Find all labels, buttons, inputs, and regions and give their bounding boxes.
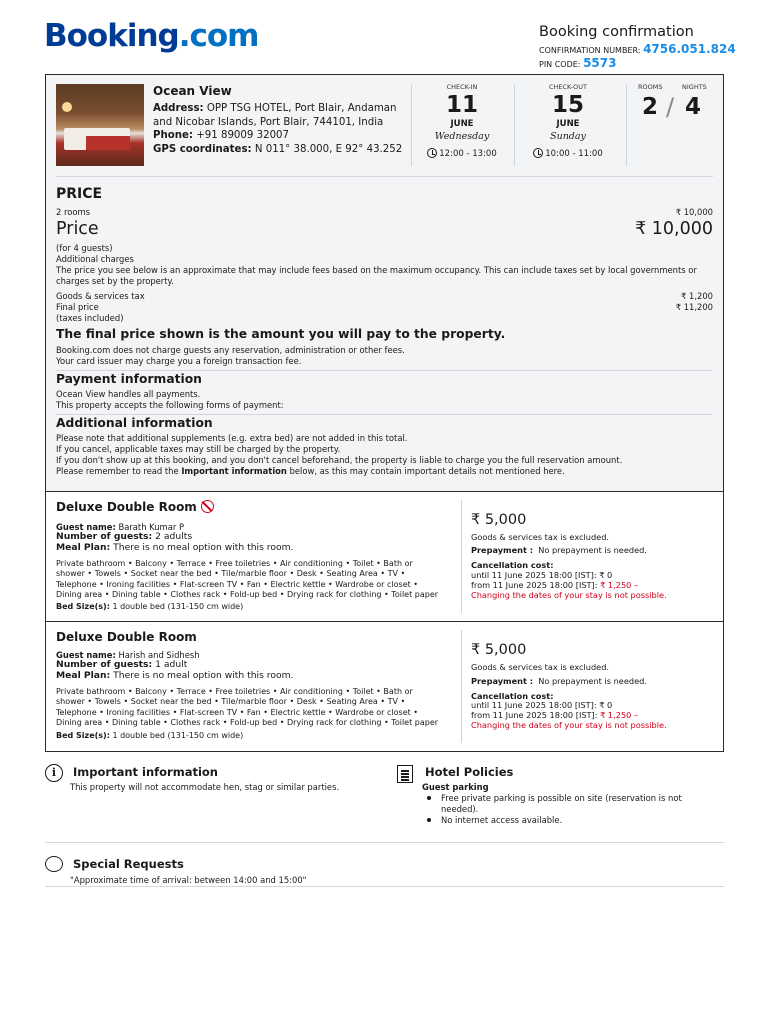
room-amenities: Private bathroom • Balcony • Terrace • Free toiletries • Air conditioning • Toilet • Bath or shower • Towels • Socket near the bed • Tile/marble floor • Desk • Seating Area • TV • Telephone • Ironing facilities • Flat-screen TV • Fan • Electric kettle • Wardrobe or closet • Dining area • Dining table • Clothes rack • Fold-up bed • Drying rack for clothing • Toilet paper xyxy=(56,559,439,599)
booking-summary-box xyxy=(45,74,724,492)
final-price-label: Final price xyxy=(56,302,99,312)
no-smoking-icon xyxy=(201,500,214,513)
clock-icon xyxy=(427,148,437,158)
checkin-block xyxy=(414,83,510,159)
rooms-nights-separator: / xyxy=(666,93,675,121)
price-amount: ₹ 10,000 xyxy=(635,219,713,239)
checkout-day: 15 xyxy=(551,92,584,118)
bullet xyxy=(427,796,431,800)
checkout-month: JUNE xyxy=(556,119,580,129)
hotel-gps: GPS coordinates: N 011° 38.000, E 92° 43.252 xyxy=(153,144,403,155)
page-title: Booking confirmation xyxy=(539,24,694,40)
bed-size: Bed Size(s): 1 double bed (131-150 cm wide) xyxy=(56,602,244,611)
divider xyxy=(56,176,713,177)
guests-note: (for 4 guests) xyxy=(56,243,113,253)
room-title: Deluxe Double Room xyxy=(56,630,197,644)
checkin-weekday: Wednesday xyxy=(434,131,490,142)
checkin-month: JUNE xyxy=(450,119,474,129)
prepayment: Prepayment : No prepayment is needed. xyxy=(471,545,647,555)
meal-plan: Meal Plan: There is no meal option with this room. xyxy=(56,542,294,553)
room-title: Deluxe Double Room xyxy=(56,500,214,514)
room-price: ₹ 5,000 xyxy=(471,642,527,658)
date-change-note: Changing the dates of your stay is not possible. xyxy=(471,590,667,600)
hotel-photo xyxy=(56,84,144,166)
rooms-amount: ₹ 10,000 xyxy=(675,207,713,217)
important-heading: Important information xyxy=(73,765,218,779)
tax-note: Goods & services tax is excluded. xyxy=(471,532,610,542)
hotel-phone: Phone: +91 89009 32007 xyxy=(153,130,290,141)
checkout-time: 10:00 - 11:00 xyxy=(518,148,618,159)
approx-note: The price you see below is an approximate that may include fees based on the maximum occupancy. This can include taxes set by local governments or charges set by the property. xyxy=(56,265,697,286)
additional-heading: Additional information xyxy=(56,416,213,430)
policy-item: Free private parking is possible on site (reservation is not needed). xyxy=(441,793,682,814)
price-heading: PRICE xyxy=(56,186,103,202)
additional-line-1: Please note that additional supplements (e.g. extra bed) are not added in this total. xyxy=(56,433,408,443)
divider xyxy=(56,414,713,415)
additional-line-3: If you don't show up at this booking, and you don't cancel beforehand, the property is liable to charge you the full reservation amount. xyxy=(56,455,623,465)
cancellation-fee: from 11 June 2025 18:00 [IST]: ₹ 1,250 – xyxy=(471,580,639,590)
divider xyxy=(461,630,462,743)
tax-note: Goods & services tax is excluded. xyxy=(471,662,610,672)
guest-name: Guest name: Barath Kumar P xyxy=(56,522,185,532)
rooms-text: 2 rooms xyxy=(56,207,91,217)
rooms-count: 2 xyxy=(642,94,659,120)
cancellation-free: until 11 June 2025 18:00 [IST]: ₹ 0 xyxy=(471,700,613,710)
checkout-weekday: Sunday xyxy=(550,131,586,142)
gst-amount: ₹ 1,200 xyxy=(681,291,713,301)
guest-count: Number of guests: 1 adult xyxy=(56,659,188,670)
final-price-heading: The final price shown is the amount you will pay to the property. xyxy=(56,327,506,341)
room-card xyxy=(45,491,724,622)
guest-count: Number of guests: 2 adults xyxy=(56,531,193,542)
cancellation-fee: from 11 June 2025 18:00 [IST]: ₹ 1,250 – xyxy=(471,710,639,720)
nights-count: 4 xyxy=(685,94,702,120)
hotel-name: Ocean View xyxy=(153,84,232,98)
divider xyxy=(45,842,724,843)
clock-icon xyxy=(533,148,543,158)
divider xyxy=(45,886,724,887)
cancellation-label: Cancellation cost: xyxy=(471,560,554,570)
booking-logo: Booking.com xyxy=(44,18,259,54)
price-label: Price xyxy=(56,219,99,239)
divider xyxy=(56,370,713,371)
checkout-block xyxy=(518,83,618,159)
no-fees-note: Booking.com does not charge guests any reservation, administration or other fees. xyxy=(56,345,405,355)
card-fee-note: Your card issuer may charge you a foreign transaction fee. xyxy=(56,356,302,366)
final-price-amount: ₹ 11,200 xyxy=(675,302,713,312)
document-list-icon xyxy=(397,765,413,783)
nights-label: NIGHTS xyxy=(682,83,707,91)
room-amenities: Private bathroom • Balcony • Terrace • Free toiletries • Air conditioning • Toilet • Bath or shower • Towels • Socket near the bed • Tile/marble floor • Desk • Seating Area • TV • Telephone • Ironing facilities • Flat-screen TV • Fan • Electric kettle • Wardrobe or closet • Dining area • Dining table • Clothes rack • Fold-up bed • Drying rack for clothing • Toilet paper xyxy=(56,687,439,727)
payment-line-1: Ocean View handles all payments. xyxy=(56,389,201,399)
divider xyxy=(626,84,627,166)
rooms-label: ROOMS xyxy=(638,83,663,91)
checkin-day: 11 xyxy=(445,92,478,118)
additional-line-4: Please remember to read the Important information below, as this may contain important details not mentioned here. xyxy=(56,466,565,476)
cancellation-label: Cancellation cost: xyxy=(471,691,554,701)
divider xyxy=(461,500,462,613)
guest-name: Guest name: Harish and Sidhesh xyxy=(56,650,200,660)
important-text: This property will not accommodate hen, stag or similar parties. xyxy=(70,782,340,792)
prepayment: Prepayment : No prepayment is needed. xyxy=(471,676,647,686)
date-change-note: Changing the dates of your stay is not possible. xyxy=(471,720,667,730)
hotel-address: Address: OPP TSG HOTEL, Port Blair, Andaman and Nicobar Islands, Port Blair, 744101, India xyxy=(153,103,397,128)
special-request-text: "Approximate time of arrival: between 14:00 and 15:00" xyxy=(70,875,307,885)
policies-heading: Hotel Policies xyxy=(425,765,514,779)
checkin-label: CHECK-IN xyxy=(446,83,478,91)
meal-plan: Meal Plan: There is no meal option with this room. xyxy=(56,670,294,681)
confirmation-number: CONFIRMATION NUMBER: 4756.051.824 xyxy=(539,42,736,56)
policy-item: No internet access available. xyxy=(441,815,563,825)
checkin-time: 12:00 - 13:00 xyxy=(414,148,510,159)
payment-line-2: This property accepts the following forms of payment: xyxy=(56,400,284,410)
divider xyxy=(411,84,412,166)
gst-label: Goods & services tax xyxy=(56,291,145,301)
checkout-label: CHECK-OUT xyxy=(548,83,588,91)
additional-charges-label: Additional charges xyxy=(56,254,134,264)
taxes-included-note: (taxes included) xyxy=(56,313,124,323)
payment-heading: Payment information xyxy=(56,372,202,386)
bullet xyxy=(427,818,431,822)
room-price: ₹ 5,000 xyxy=(471,512,527,528)
special-heading: Special Requests xyxy=(73,857,184,871)
divider xyxy=(514,84,515,166)
pin-code: PIN CODE: 5573 xyxy=(539,56,617,70)
room-card xyxy=(45,621,724,752)
cancellation-free: until 11 June 2025 18:00 [IST]: ₹ 0 xyxy=(471,570,613,580)
bed-size: Bed Size(s): 1 double bed (131-150 cm wide) xyxy=(56,731,244,740)
additional-line-2: If you cancel, applicable taxes may still be charged by the property. xyxy=(56,444,341,454)
info-circle-icon: i xyxy=(45,764,63,782)
speech-bubble-icon xyxy=(45,856,63,872)
guest-parking-label: Guest parking xyxy=(422,782,489,792)
